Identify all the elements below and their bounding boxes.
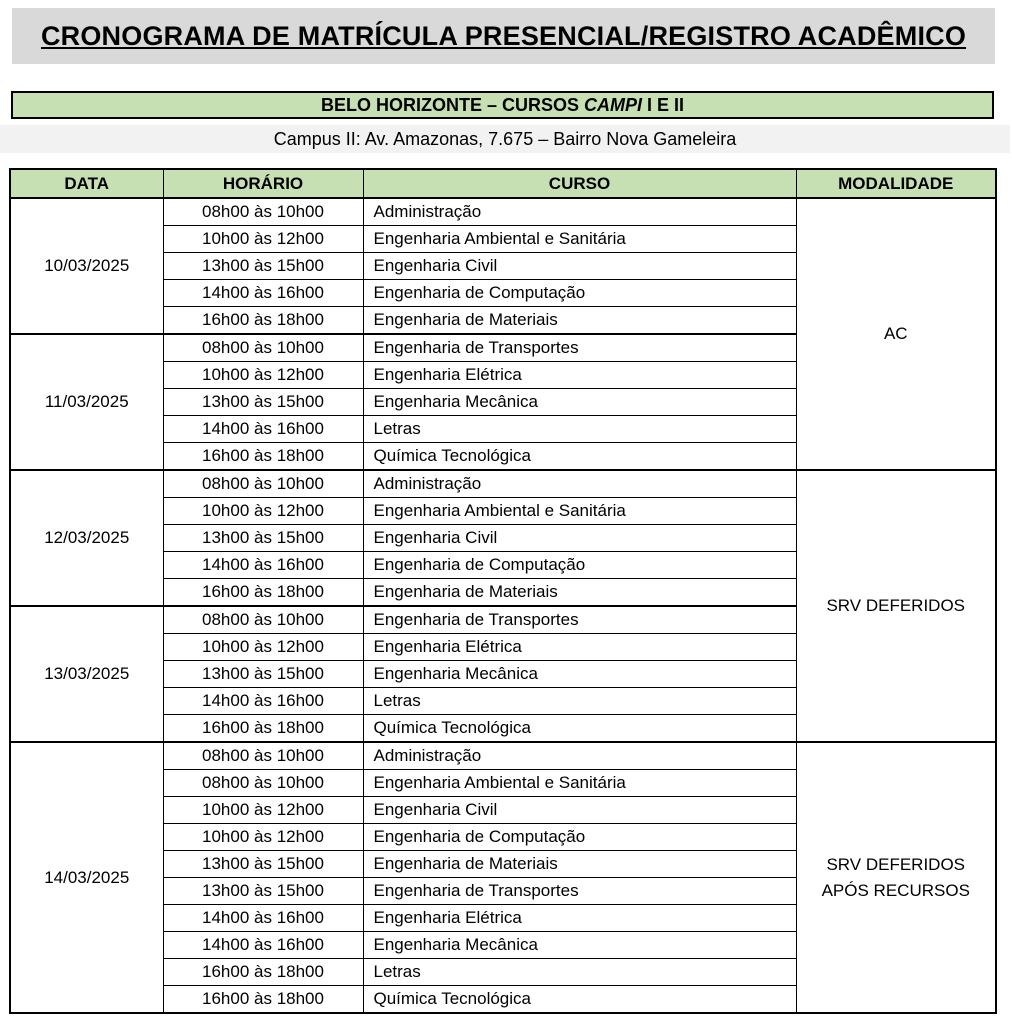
schedule-body <box>10 198 996 1013</box>
time-cell: 08h00 às 10h00 <box>163 770 363 797</box>
time-cell: 14h00 às 16h00 <box>163 552 363 579</box>
time-cell: 13h00 às 15h00 <box>163 851 363 878</box>
time-cell: 10h00 às 12h00 <box>163 362 363 389</box>
time-cell: 14h00 às 16h00 <box>163 688 363 715</box>
time-cell: 13h00 às 15h00 <box>163 253 363 280</box>
course-cell: Engenharia de Transportes <box>363 878 796 905</box>
time-cell: 14h00 às 16h00 <box>163 932 363 959</box>
table-row <box>10 742 996 770</box>
time-cell: 08h00 às 10h00 <box>163 198 363 226</box>
course-cell: Engenharia de Computação <box>363 824 796 851</box>
time-cell: 08h00 às 10h00 <box>163 742 363 770</box>
course-cell: Administração <box>363 742 796 770</box>
modality-cell: AC <box>796 198 996 470</box>
course-cell: Letras <box>363 959 796 986</box>
time-cell: 10h00 às 12h00 <box>163 226 363 253</box>
date-cell: 12/03/2025 <box>10 470 163 606</box>
campus-header-italic: CAMPI <box>584 94 642 115</box>
campus-header-suffix: I E II <box>647 94 685 115</box>
course-cell: Engenharia de Materiais <box>363 851 796 878</box>
course-cell: Química Tecnológica <box>363 715 796 743</box>
time-cell: 08h00 às 10h00 <box>163 334 363 362</box>
time-cell: 10h00 às 12h00 <box>163 797 363 824</box>
modality-cell: SRV DEFERIDOS <box>796 470 996 742</box>
course-cell: Engenharia Elétrica <box>363 905 796 932</box>
time-cell: 16h00 às 18h00 <box>163 307 363 335</box>
course-cell: Engenharia Civil <box>363 797 796 824</box>
course-cell: Engenharia de Computação <box>363 280 796 307</box>
time-cell: 10h00 às 12h00 <box>163 824 363 851</box>
course-cell: Engenharia Mecânica <box>363 932 796 959</box>
course-cell: Administração <box>363 470 796 498</box>
time-cell: 08h00 às 10h00 <box>163 606 363 634</box>
time-cell: 10h00 às 12h00 <box>163 498 363 525</box>
page-title: CRONOGRAMA DE MATRÍCULA PRESENCIAL/REGISTRO ACADÊMICO <box>40 20 967 51</box>
time-cell: 16h00 às 18h00 <box>163 579 363 607</box>
date-cell: 11/03/2025 <box>10 334 163 470</box>
course-cell: Engenharia Civil <box>363 525 796 552</box>
course-cell: Química Tecnológica <box>363 443 796 471</box>
header-horario: HORÁRIO <box>163 169 363 198</box>
course-cell: Administração <box>363 198 796 226</box>
course-cell: Engenharia Mecânica <box>363 389 796 416</box>
course-cell: Engenharia de Transportes <box>363 334 796 362</box>
time-cell: 14h00 às 16h00 <box>163 416 363 443</box>
course-cell: Engenharia Ambiental e Sanitária <box>363 498 796 525</box>
time-cell: 10h00 às 12h00 <box>163 634 363 661</box>
course-cell: Engenharia Elétrica <box>363 634 796 661</box>
table-header-row <box>10 169 996 198</box>
course-cell: Engenharia Elétrica <box>363 362 796 389</box>
time-cell: 13h00 às 15h00 <box>163 878 363 905</box>
header-modalidade: MODALIDADE <box>796 169 996 198</box>
time-cell: 16h00 às 18h00 <box>163 715 363 743</box>
course-cell: Engenharia de Materiais <box>363 307 796 335</box>
table-row <box>10 198 996 226</box>
time-cell: 13h00 às 15h00 <box>163 389 363 416</box>
campus-address: Campus II: Av. Amazonas, 7.675 – Bairro Nova Gameleira <box>0 125 1010 153</box>
date-cell: 10/03/2025 <box>10 198 163 334</box>
modality-cell: SRV DEFERIDOS APÓS RECURSOS <box>796 742 996 1013</box>
course-cell: Engenharia Ambiental e Sanitária <box>363 770 796 797</box>
time-cell: 16h00 às 18h00 <box>163 986 363 1014</box>
time-cell: 13h00 às 15h00 <box>163 661 363 688</box>
page-title-bar <box>12 8 995 64</box>
course-cell: Engenharia de Transportes <box>363 606 796 634</box>
date-cell: 14/03/2025 <box>10 742 163 1013</box>
date-cell: 13/03/2025 <box>10 606 163 742</box>
course-cell: Engenharia de Materiais <box>363 579 796 607</box>
course-cell: Química Tecnológica <box>363 986 796 1014</box>
course-cell: Letras <box>363 688 796 715</box>
time-cell: 16h00 às 18h00 <box>163 959 363 986</box>
time-cell: 16h00 às 18h00 <box>163 443 363 471</box>
table-row <box>10 470 996 498</box>
course-cell: Engenharia Ambiental e Sanitária <box>363 226 796 253</box>
time-cell: 14h00 às 16h00 <box>163 280 363 307</box>
time-cell: 08h00 às 10h00 <box>163 470 363 498</box>
course-cell: Letras <box>363 416 796 443</box>
time-cell: 14h00 às 16h00 <box>163 905 363 932</box>
course-cell: Engenharia Civil <box>363 253 796 280</box>
campus-header-prefix: BELO HORIZONTE – CURSOS <box>320 94 579 115</box>
header-curso: CURSO <box>363 169 796 198</box>
course-cell: Engenharia Mecânica <box>363 661 796 688</box>
course-cell: Engenharia de Computação <box>363 552 796 579</box>
time-cell: 13h00 às 15h00 <box>163 525 363 552</box>
campus-header <box>11 91 994 119</box>
schedule-table <box>9 168 997 1014</box>
header-data: DATA <box>10 169 163 198</box>
